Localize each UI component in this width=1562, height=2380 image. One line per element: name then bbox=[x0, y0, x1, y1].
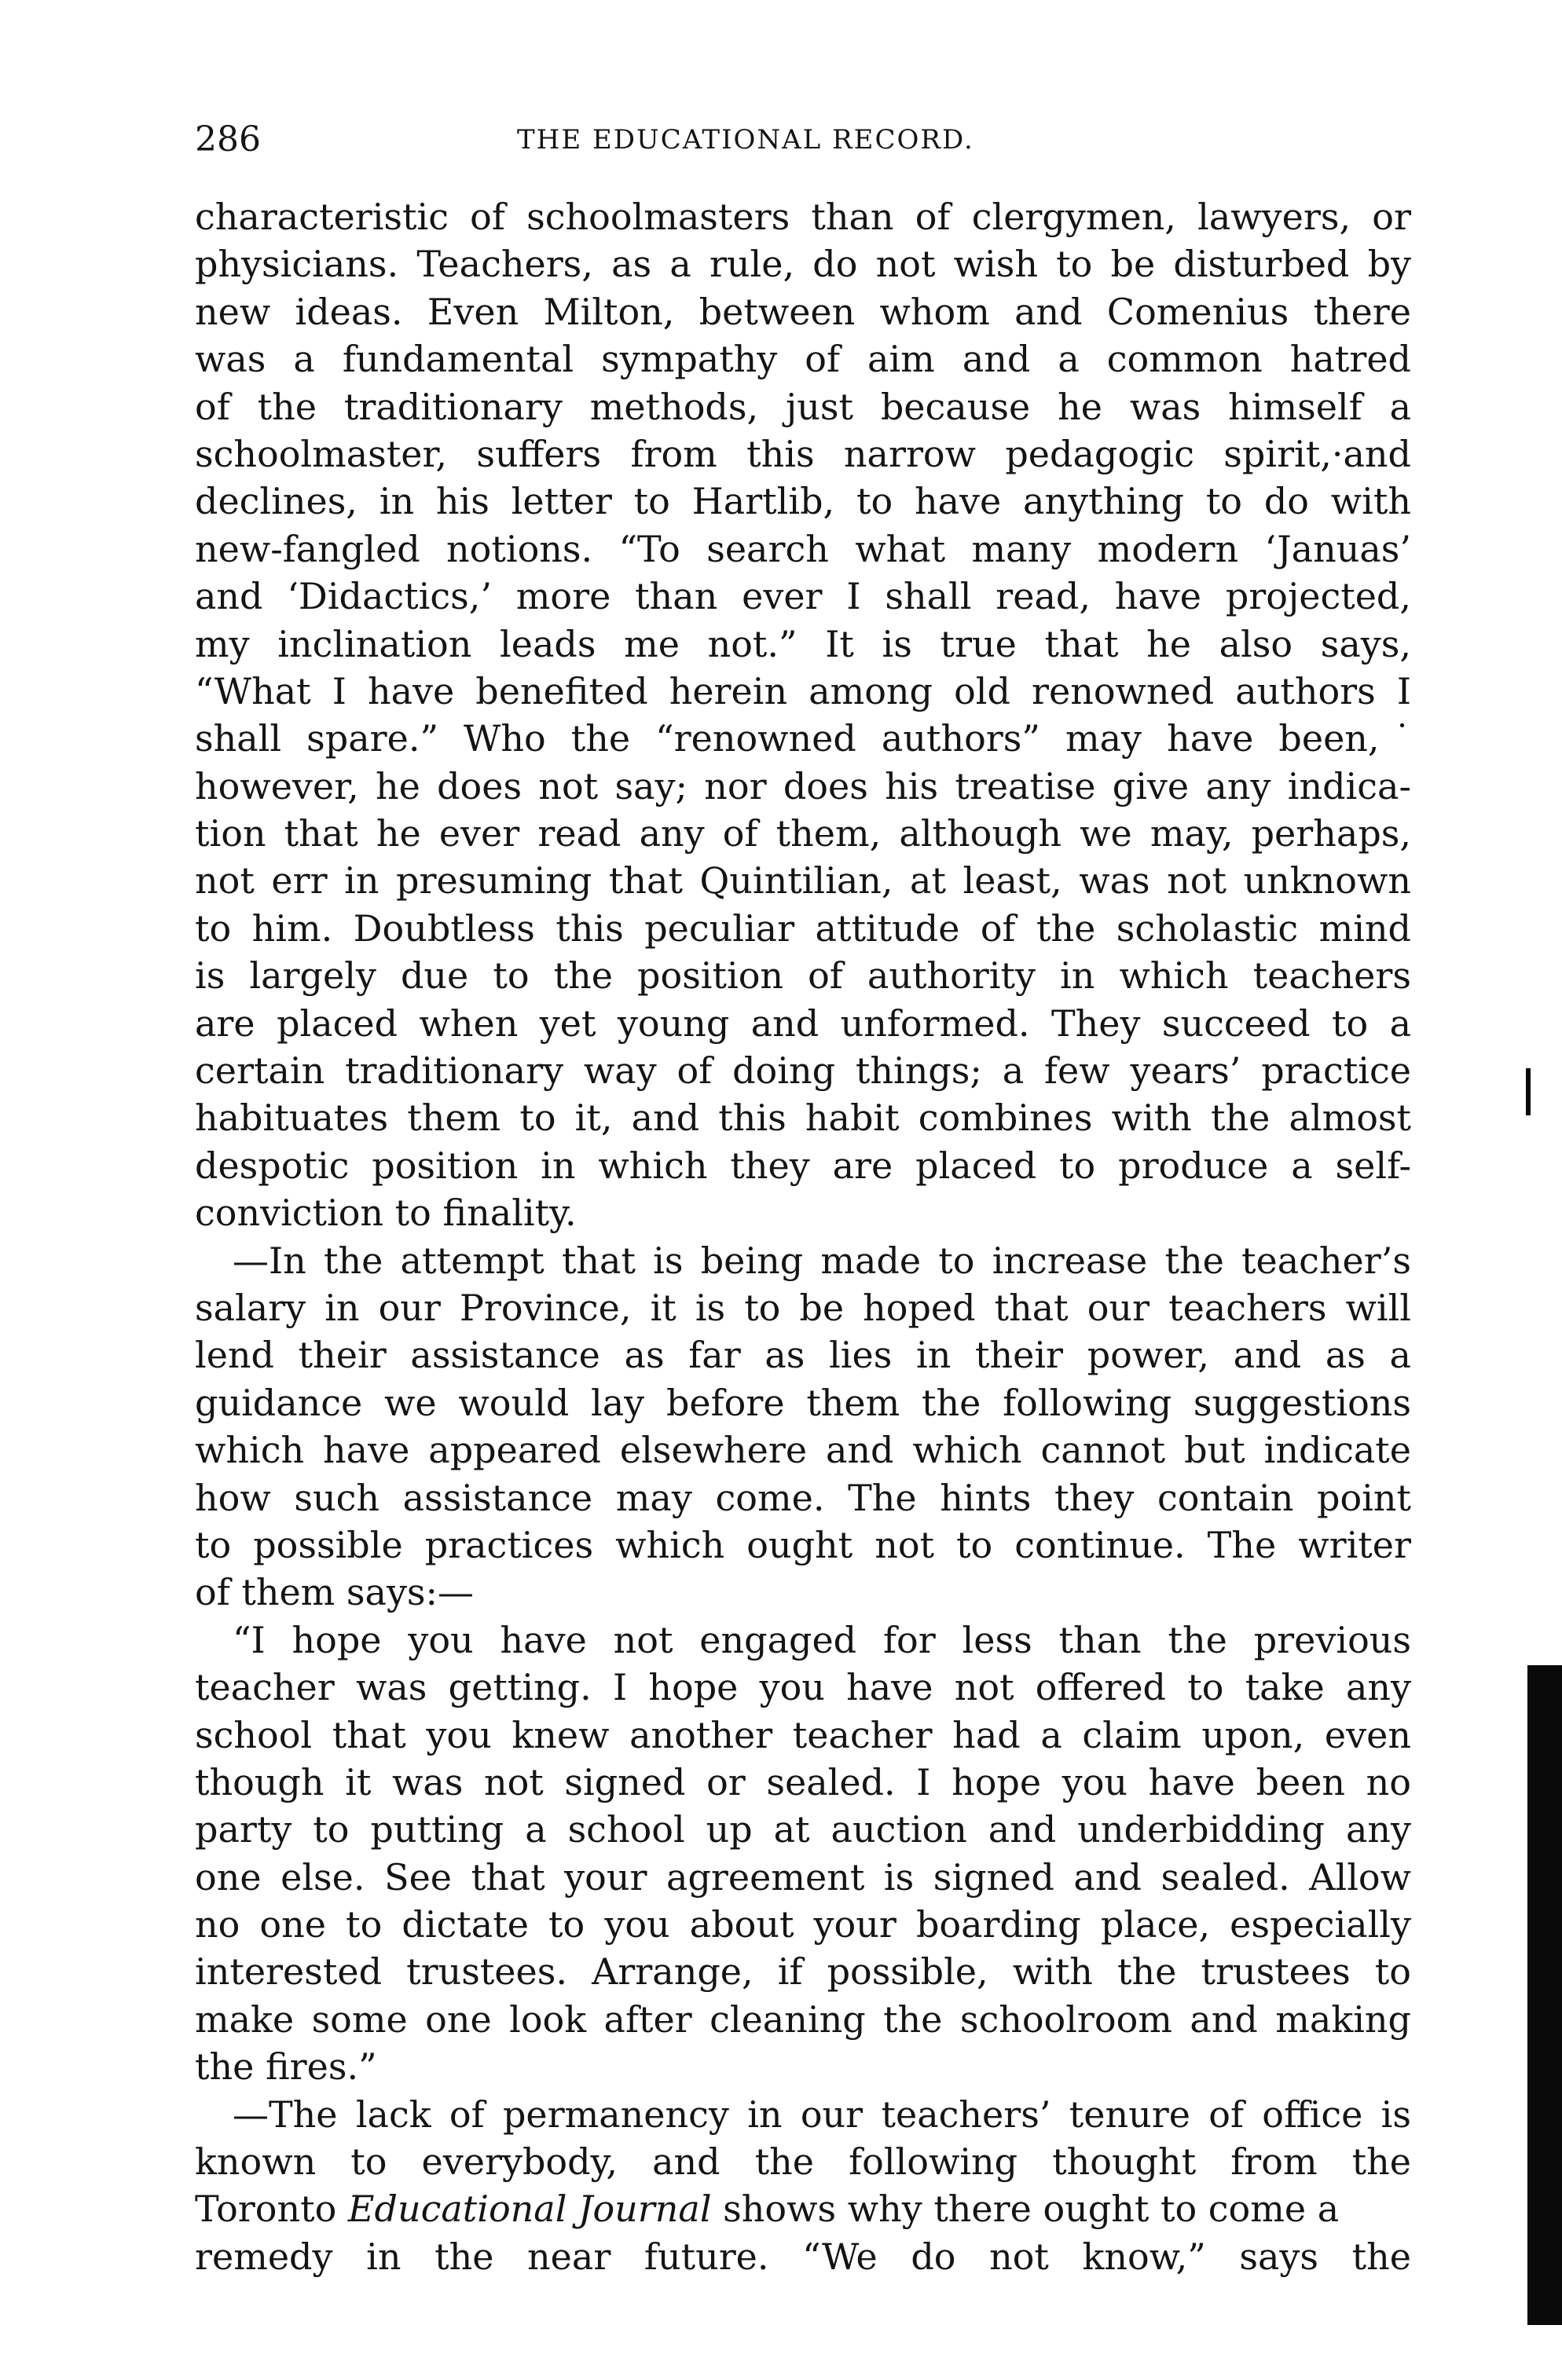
scan-edge-shadow bbox=[1526, 1068, 1531, 1115]
text-line: is largely due to the position of authority in which teachers bbox=[195, 954, 1411, 998]
text-line: “I hope you have not engaged for less than the previous bbox=[233, 1618, 1411, 1661]
text-line: not err in presuming that Quintilian, at least, was not unknown bbox=[195, 859, 1411, 903]
text-line: which have appeared elsewhere and which cannot but indicate bbox=[195, 1429, 1411, 1472]
text-line: how such assistance may come. The hints they contain point bbox=[195, 1476, 1411, 1519]
text-line: habituates them to it, and this habit combines with the almost bbox=[195, 1097, 1411, 1140]
text-line: tion that he ever read any of them, although we may, perhaps, bbox=[195, 812, 1411, 855]
text-line: known to everybody, and the following thought from the bbox=[195, 2140, 1411, 2184]
text-line: new-fangled notions. “To search what many modern ‘Januas’ bbox=[195, 527, 1411, 570]
text-line: declines, in his letter to Hartlib, to have anything to do with bbox=[195, 480, 1411, 523]
text-line: one else. See that your agreement is signed and sealed. Allow bbox=[195, 1855, 1411, 1899]
text-line: to him. Doubtless this peculiar attitude of the scholastic mind bbox=[195, 906, 1411, 950]
text-line: remedy in the near future. “We do not know,” says the bbox=[195, 2235, 1411, 2278]
text-line bbox=[195, 2185, 1411, 2232]
text-segment: shows why there ought to come a bbox=[711, 2188, 1340, 2231]
text-line: lend their assistance as far as lies in their power, and as a bbox=[195, 1334, 1411, 1377]
text-line: shall spare.” Who the “renowned authors” may have been,˙ bbox=[195, 717, 1411, 760]
text-line: of them says:— bbox=[195, 1571, 475, 1614]
text-segment: Toronto bbox=[195, 2188, 348, 2231]
text-line: certain traditionary way of doing things; a few years’ practice bbox=[195, 1049, 1411, 1093]
text-line: party to putting a school up at auction and underbidding any bbox=[195, 1808, 1411, 1851]
running-head: THE EDUCATIONAL RECORD. bbox=[517, 124, 974, 156]
text-line: however, he does not say; nor does his treatise give any indica- bbox=[195, 764, 1411, 807]
scan-edge-shadow bbox=[1527, 1665, 1562, 2325]
text-line: —In the attempt that is being made to increase the teacher’s bbox=[233, 1239, 1411, 1282]
text-line: salary in our Province, it is to be hoped that our teachers will bbox=[195, 1286, 1411, 1329]
text-line: my inclination leads me not.” It is true that he also says, bbox=[195, 622, 1411, 665]
text-line: characteristic of schoolmasters than of clergymen, lawyers, or bbox=[195, 196, 1411, 238]
text-line: and ‘Didactics,’ more than ever I shall read, have projected, bbox=[195, 575, 1411, 618]
text-line: of the traditionary methods, just because he was himself a bbox=[195, 385, 1411, 428]
page-header bbox=[195, 116, 1411, 163]
text-line: teacher was getting. I hope you have not offered to take any bbox=[195, 1666, 1411, 1709]
text-line: was a fundamental sympathy of aim and a common hatred bbox=[195, 338, 1411, 381]
text-line: though it was not signed or sealed. I hope you have been no bbox=[195, 1760, 1411, 1803]
text-line: to possible practices which ought not to continue. The writer bbox=[195, 1523, 1411, 1566]
text-line: —The lack of permanency in our teachers’ tenure of office is bbox=[233, 2093, 1411, 2136]
text-line: physicians. Teachers, as a rule, do not wish to be disturbed by bbox=[195, 243, 1411, 286]
page-number: 286 bbox=[195, 119, 261, 159]
text-line: guidance we would lay before them the following suggestions bbox=[195, 1381, 1411, 1424]
text-line: no one to dictate to you about your boarding place, especially bbox=[195, 1903, 1411, 1946]
body-text bbox=[195, 193, 1411, 2280]
text-line: make some one look after cleaning the schoolroom and making bbox=[195, 1997, 1411, 2041]
text-line: new ideas. Even Milton, between whom and Comenius there bbox=[195, 290, 1411, 333]
text-line: the fires.” bbox=[195, 2045, 377, 2089]
text-line: are placed when yet young and unformed. They succeed to a bbox=[195, 1001, 1411, 1045]
journal-title: Educational Journal bbox=[347, 2188, 712, 2231]
text-line: “What I have benefited herein among old renowned authors I bbox=[195, 669, 1411, 712]
text-line: school that you knew another teacher had a claim upon, even bbox=[195, 1713, 1411, 1756]
text-line: interested trustees. Arrange, if possible, with the trustees to bbox=[195, 1950, 1411, 1994]
text-line: schoolmaster, suffers from this narrow pedagogic spirit,·and bbox=[195, 432, 1411, 475]
text-line: conviction to finality. bbox=[195, 1192, 577, 1235]
text-line: despotic position in which they are placed to produce a self- bbox=[195, 1144, 1411, 1187]
